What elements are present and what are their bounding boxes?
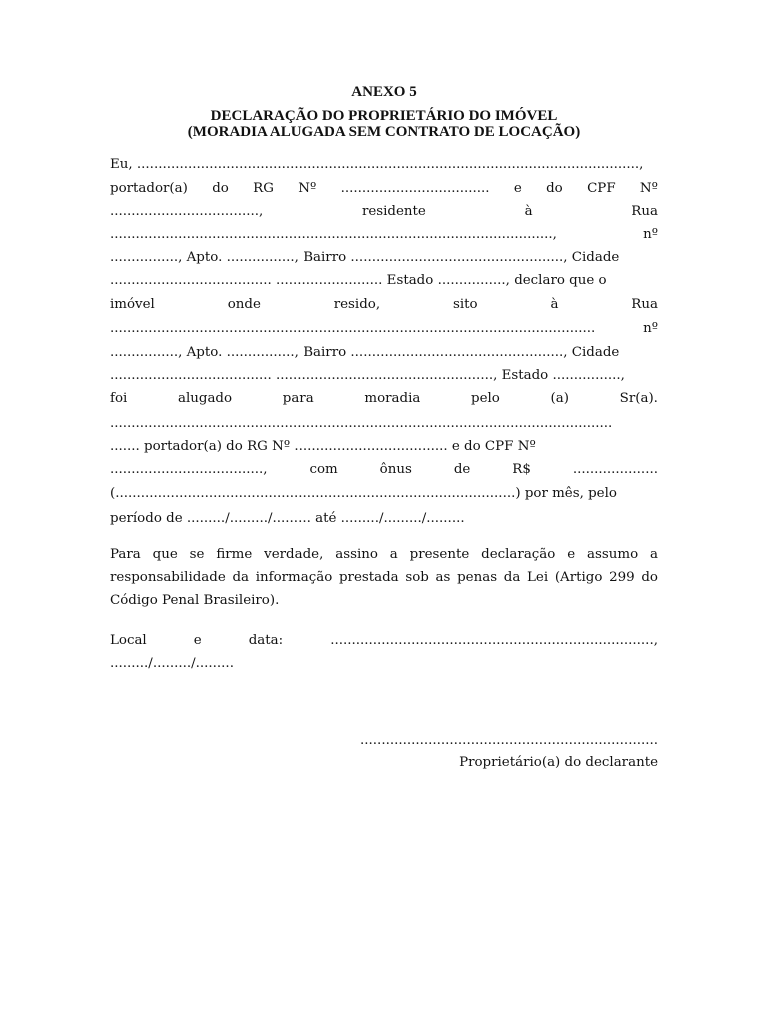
- form-line: [110, 460, 658, 479]
- form-line-segment: foi: [110, 391, 128, 406]
- form-line-segment: ........................................................................................................,: [110, 227, 557, 242]
- form-line-segment: resido,: [333, 297, 381, 312]
- form-line-segment: sito: [452, 297, 478, 312]
- form-line-segment: alugado: [177, 391, 233, 406]
- form-line: [110, 319, 658, 338]
- form-line-segment: (..............................................................................................) por mês, pelo: [110, 486, 617, 501]
- form-line: [110, 179, 658, 198]
- form-line-segment: ...................................... ......................... Estado ................, declaro que o: [110, 273, 607, 288]
- form-line-segment: residente: [361, 204, 426, 219]
- form-line: [110, 509, 658, 528]
- form-line-segment: (a): [550, 391, 569, 406]
- form-line-segment: ................, Apto. ................, Bairro .................................................., Cidade: [110, 250, 620, 265]
- form-line-segment: portador(a): [110, 181, 188, 196]
- form-line-segment: Nº: [298, 181, 317, 196]
- document-title: DECLARAÇÃO DO PROPRIETÁRIO DO IMÓVEL: [210, 108, 558, 124]
- form-line-segment: ....... portador(a) do RG Nº .................................... e do CPF Nº: [110, 439, 536, 454]
- signature-label: Proprietário(a) do declarante: [459, 755, 658, 770]
- form-line-segment: Nº: [639, 181, 658, 196]
- form-line: [110, 295, 658, 314]
- declaration-statement: Para que se firme verdade, assino a presente declaração e assumo a responsabilidade da informação prestada sob as penas da Lei (Artigo 299 do Código Penal Brasileiro).: [110, 547, 658, 608]
- form-line-segment: CPF: [587, 181, 616, 196]
- form-line: [110, 414, 658, 433]
- form-line: [110, 155, 658, 174]
- form-line-segment: para: [282, 391, 314, 406]
- form-line-segment: moradia: [364, 391, 421, 406]
- form-line-segment: ......................................................................................................................: [110, 416, 613, 431]
- form-line-segment: do: [212, 181, 229, 196]
- form-line-segment: Rua: [631, 297, 658, 312]
- form-line-segment: Sr(a).: [619, 391, 658, 406]
- form-line-segment: ....................................,: [110, 462, 268, 477]
- form-line-segment: à: [524, 204, 533, 219]
- signature-line: ......................................................................: [360, 733, 658, 748]
- form-line: [110, 366, 658, 385]
- location-date-segment: ........./........./.........: [110, 656, 234, 671]
- location-date-segment: data:: [248, 633, 284, 648]
- location-date-segment: Local: [110, 633, 147, 648]
- form-line-segment: ...................................... ..................................................., Estado ................,: [110, 368, 625, 383]
- form-line-segment: onde: [227, 297, 261, 312]
- form-line: [110, 343, 658, 362]
- form-line-segment: ...................................: [340, 181, 490, 196]
- form-line-segment: ônus: [379, 462, 412, 477]
- form-line: [110, 484, 658, 503]
- form-line-segment: pelo: [471, 391, 500, 406]
- form-line-segment: ....................: [572, 462, 658, 477]
- form-line-segment: de: [453, 462, 471, 477]
- form-line: [110, 225, 658, 244]
- form-line-segment: RG: [253, 181, 274, 196]
- form-line-segment: período de ........./........./......... até ........./........./.........: [110, 511, 465, 526]
- form-line-segment: com: [309, 462, 338, 477]
- form-line: [110, 271, 658, 290]
- location-date-line: [110, 631, 658, 650]
- location-date-segment: e: [193, 633, 202, 648]
- form-line: [110, 389, 658, 408]
- form-line-segment: e: [513, 181, 522, 196]
- form-line: [110, 248, 658, 267]
- form-line-segment: à: [550, 297, 559, 312]
- form-line-segment: ..................................................................................................................: [110, 321, 596, 336]
- form-line-segment: nº: [643, 321, 658, 336]
- form-line-segment: imóvel: [110, 297, 155, 312]
- form-line-segment: ...................................,: [110, 204, 264, 219]
- location-date-line: [110, 654, 658, 673]
- form-line-segment: ................, Apto. ................, Bairro .................................................., Cidade: [110, 345, 620, 360]
- form-line-segment: R$: [512, 462, 531, 477]
- form-line-segment: Eu, ......................................................................................................................,: [110, 157, 644, 172]
- form-line-segment: do: [546, 181, 563, 196]
- location-date-segment: ............................................................................,: [330, 633, 658, 648]
- form-line-segment: Rua: [631, 204, 658, 219]
- document-subtitle: (MORADIA ALUGADA SEM CONTRATO DE LOCAÇÃO): [187, 124, 581, 140]
- annex-number: ANEXO 5: [351, 84, 417, 100]
- form-line: [110, 202, 658, 221]
- form-line: [110, 437, 658, 456]
- form-line-segment: nº: [643, 227, 658, 242]
